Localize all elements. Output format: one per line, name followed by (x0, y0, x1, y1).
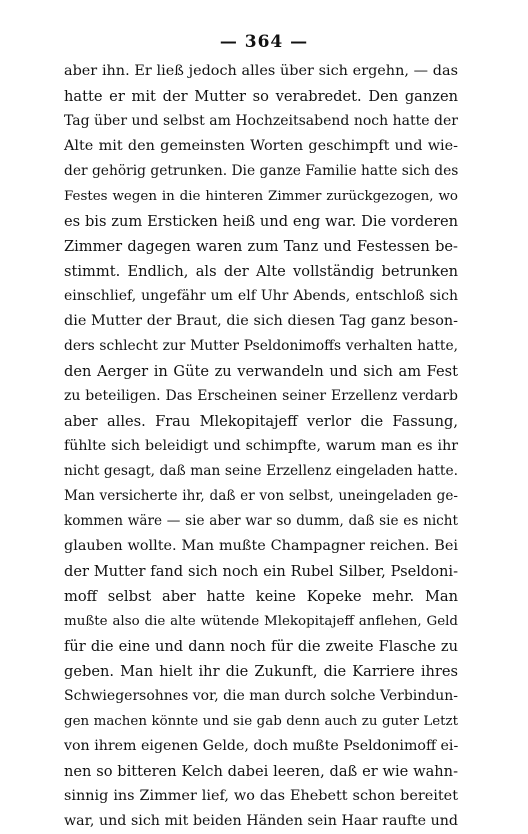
text-line: fühlte sich beleidigt und schimpfte, warum man es ihr (64, 438, 458, 454)
text-line: glauben wollte. Man mußte Champagner reichen. Bei (64, 538, 458, 554)
text-line: Alte mit den gemeinsten Worten geschimpft und wie- (64, 138, 458, 154)
text-line: aber alles. Frau Mlekopitajeff verlor die Fassung, (64, 413, 458, 430)
text-line: die Mutter der Braut, die sich diesen Tag ganz beson- (64, 313, 458, 329)
text-line: stimmt. Endlich, als der Alte vollständig betrunken (64, 263, 458, 280)
text-line: es bis zum Ersticken heiß und eng war. Die vorderen (64, 213, 458, 230)
text-line: kommen wäre — sie aber war so dumm, daß sie es nicht (64, 513, 458, 529)
page-number: — 364 — (219, 32, 309, 52)
text-line: sinnig ins Zimmer lief, wo das Ehebett schon bereitet (64, 788, 458, 804)
body-text (64, 59, 458, 834)
text-line: Festes wegen in die hinteren Zimmer zurückgezogen, wo (64, 189, 458, 204)
text-line: für die eine und dann noch für die zweite Flasche zu (64, 638, 458, 655)
text-line: mußte also die alte wütende Mlekopitajeff anflehen, Geld (64, 614, 458, 629)
text-line: den Aerger in Güte zu verwandeln und sich am Fest (64, 363, 458, 380)
text-line: gen machen könnte und sie gab denn auch zu guter Letzt (64, 714, 458, 729)
text-line: Man versicherte ihr, daß er von selbst, uneingeladen ge- (64, 488, 458, 504)
text-line: Schwiegersohnes vor, die man durch solche Verbindun- (64, 688, 459, 704)
text-line: Tag über und selbst am Hochzeitsabend noch hatte der (64, 113, 458, 129)
text-line: aber ihn. Er ließ jedoch alles über sich ergehn, — das (64, 63, 458, 79)
text-line: war, und sich mit beiden Händen sein Haar raufte und (64, 813, 458, 829)
text-line: ders schlecht zur Mutter Pseldonimoffs verhalten hatte, (64, 338, 458, 354)
text-line: moff selbst aber hatte keine Kopeke mehr. Man (64, 588, 458, 605)
text-line: nicht gesagt, daß man seine Erzellenz eingeladen hatte. (64, 463, 458, 479)
text-line: der Mutter fand sich noch ein Rubel Silber, Pseldoni- (64, 563, 458, 580)
text-line: hatte er mit der Mutter so verabredet. Den ganzen (64, 88, 458, 105)
text-line: der gehörig getrunken. Die ganze Familie hatte sich des (64, 163, 459, 179)
text-line: einschlief, ungefähr um elf Uhr Abends, entschloß sich (64, 288, 458, 304)
text-line: nen so bitteren Kelch dabei leeren, daß er wie wahn- (64, 763, 458, 780)
text-line: geben. Man hielt ihr die Zukunft, die Karriere ihres (64, 663, 458, 680)
text-line: Zimmer dagegen waren zum Tanz und Festessen be- (64, 238, 458, 255)
text-line: zu beteiligen. Das Erscheinen seiner Erzellenz verdarb (64, 388, 458, 404)
text-line: von ihrem eigenen Gelde, doch mußte Pseldonimoff ei- (64, 738, 459, 754)
